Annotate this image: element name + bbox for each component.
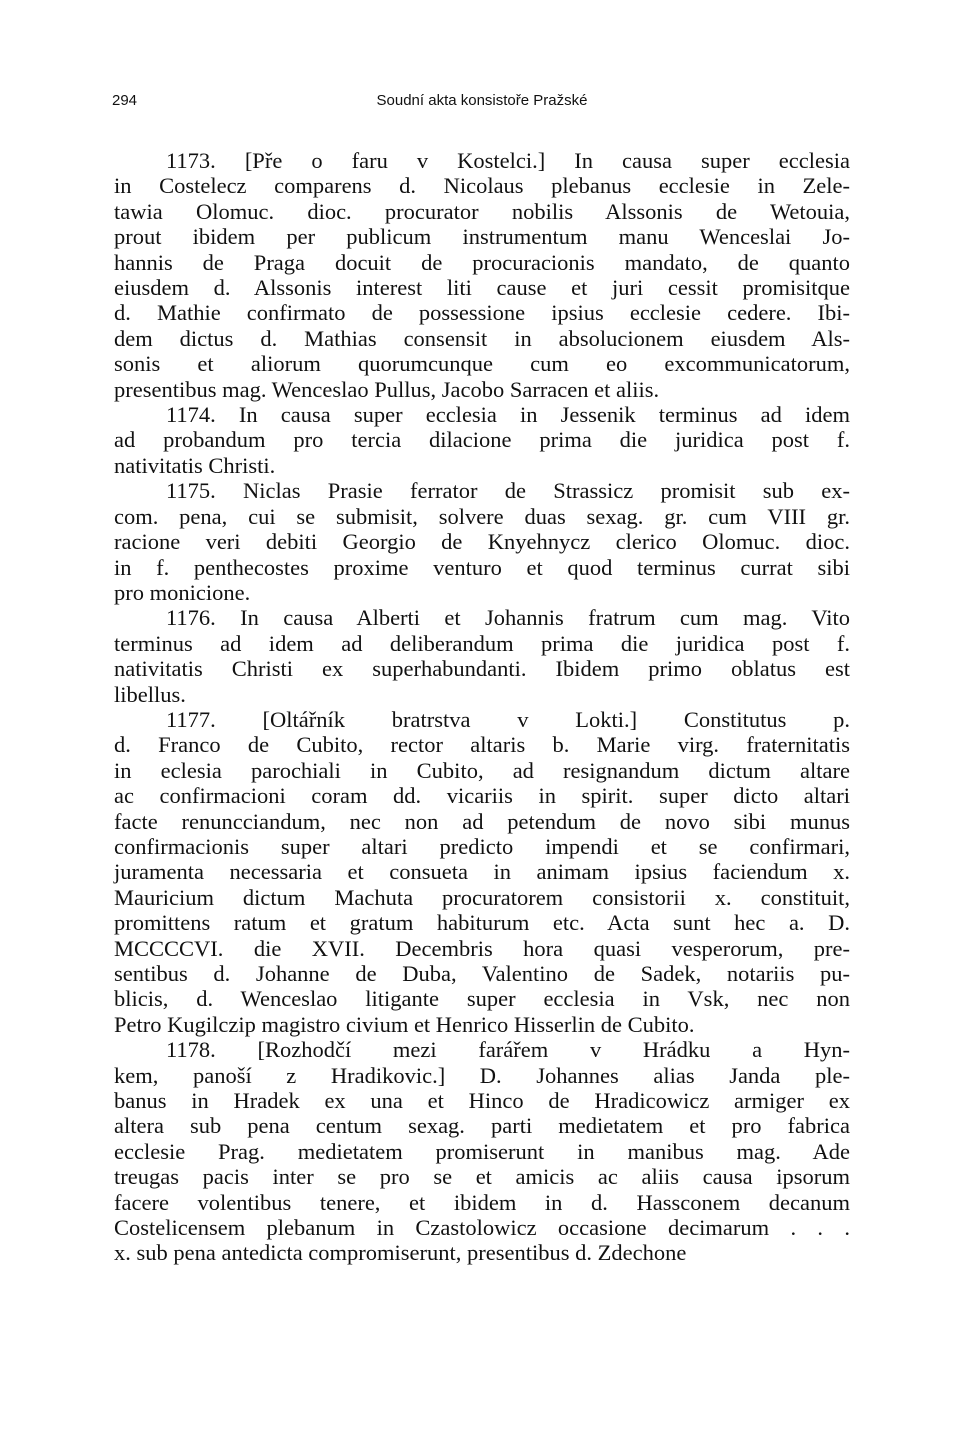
text-line: presentibus mag. Wenceslao Pullus, Jacobo Sarracen et aliis. [114, 376, 660, 402]
text-line: x. sub pena antedicta compromiserunt, presentibus d. Zdechone [114, 1240, 687, 1266]
text-line: dem dictus d. Mathias consensit in absolucionem eiusdem Als- [114, 325, 850, 351]
entry-1177 [114, 707, 850, 1037]
entry-1178 [114, 1037, 850, 1266]
text-line: 1174. In causa super ecclesia in Jessenik terminus ad idem [166, 402, 850, 428]
text-line: eiusdem d. Alssonis interest liti cause et juri cessit promisitque [114, 275, 850, 301]
text-line: ac confirmacioni coram dd. vicariis in spirit. super dicto altari [114, 783, 850, 809]
entry-1175 [114, 478, 850, 605]
text-line: altera sub pena centum sexag. parti medietatem et pro fabrica [114, 1113, 850, 1139]
text-line: banus in Hradek ex una et Hinco de Hradicowicz armiger ex [114, 1088, 850, 1114]
text-line: sonis et aliorum quorumcunque cum eo excommunicatorum, [114, 351, 850, 377]
text-line: facere volentibus tenere, et ibidem in d. Hassconem decanum [114, 1189, 850, 1215]
document-body [114, 148, 850, 1266]
page-number: 294 [112, 92, 138, 109]
text-line: pro monicione. [114, 579, 251, 605]
text-line: confirmacionis super altari predicto impendi et se confirmari, [114, 833, 850, 859]
text-line: nativitatis Christi. [114, 452, 276, 478]
text-line: racione veri debiti Georgio de Knyehnycz clerico Olomuc. dioc. [114, 529, 850, 555]
text-line: treugas pacis inter se pro se et amicis ac aliis causa ipsorum [114, 1164, 850, 1190]
text-line: d. Franco de Cubito, rector altaris b. Marie virg. fraternitatis [114, 732, 850, 758]
text-line: Petro Kugilczip magistro civium et Henrico Hisserlin de Cubito. [114, 1011, 695, 1037]
text-line: ad probandum pro tercia dilacione prima die juridica post f. [114, 427, 850, 453]
page-header [112, 92, 852, 116]
text-line: 1175. Niclas Prasie ferrator de Strassicz promisit sub ex- [166, 478, 850, 504]
text-line: Mauricium dictum Machuta procuratorem consistorii x. constituit, [114, 884, 850, 910]
text-line: Costelicensem plebanum in Czastolowicz occasione decimarum . . . [114, 1215, 850, 1241]
text-line: com. pena, cui se submisit, solvere duas sexag. gr. cum VIII gr. [114, 503, 850, 529]
text-line: 1173. [Pře o faru v Kostelci.] In causa super ecclesia [166, 148, 850, 173]
text-line: blicis, d. Wenceslao litigante super ecclesia in Vsk, nec non [114, 986, 850, 1012]
text-line: d. Mathie confirmato de possessione ipsius ecclesie cedere. Ibi- [114, 300, 850, 326]
text-line: promittens ratum et gratum habiturum etc. Acta sunt hec a. D. [114, 910, 850, 936]
running-title: Soudní akta konsistoře Pražské [376, 92, 588, 109]
text-line: tawia Olomuc. dioc. procurator nobilis Alssonis de Wetouia, [114, 198, 850, 224]
text-line: ecclesie Prag. medietatem promiserunt in manibus mag. Ade [114, 1138, 850, 1164]
text-line: in Costelecz comparens d. Nicolaus plebanus ecclesie in Zele- [114, 173, 850, 199]
text-line: MCCCCVI. die XVII. Decembris hora quasi vesperorum, pre- [114, 935, 850, 961]
text-line: kem, panoší z Hradikovic.] D. Johannes alias Janda ple- [114, 1062, 850, 1088]
text-line: nativitatis Christi ex superhabundanti. Ibidem primo oblatus est [114, 656, 850, 682]
text-line: 1178. [Rozhodčí mezi farářem v Hrádku a Hyn- [166, 1037, 850, 1063]
text-line: 1176. In causa Alberti et Johannis fratrum cum mag. Vito [166, 605, 850, 631]
text-line: sentibus d. Johanne de Duba, Valentino de Sadek, notariis pu- [114, 961, 850, 986]
text-line: prout ibidem per publicum instrumentum manu Wenceslai Jo- [114, 224, 850, 250]
text-line: hannis de Praga docuit de procuracionis mandato, de quanto [114, 249, 850, 275]
text-line: libellus. [114, 681, 186, 707]
entry-1173 [114, 148, 850, 402]
text-line: juramenta necessaria et consueta in animam ipsius faciendum x. [114, 859, 850, 885]
text-line: facte renuncciandum, nec non ad petendum de novo sibi munus [114, 808, 850, 834]
text-line: in f. penthecostes proxime venturo et quod terminus currat sibi [114, 554, 850, 580]
text-line: terminus ad idem ad deliberandum prima die juridica post f. [114, 630, 850, 656]
entry-1174 [114, 402, 850, 478]
text-line: in eclesia parochiali in Cubito, ad resignandum dictum altare [114, 757, 850, 783]
entry-1176 [114, 605, 850, 707]
text-line: 1177. [Oltářník bratrstva v Lokti.] Constitutus p. [166, 706, 850, 732]
